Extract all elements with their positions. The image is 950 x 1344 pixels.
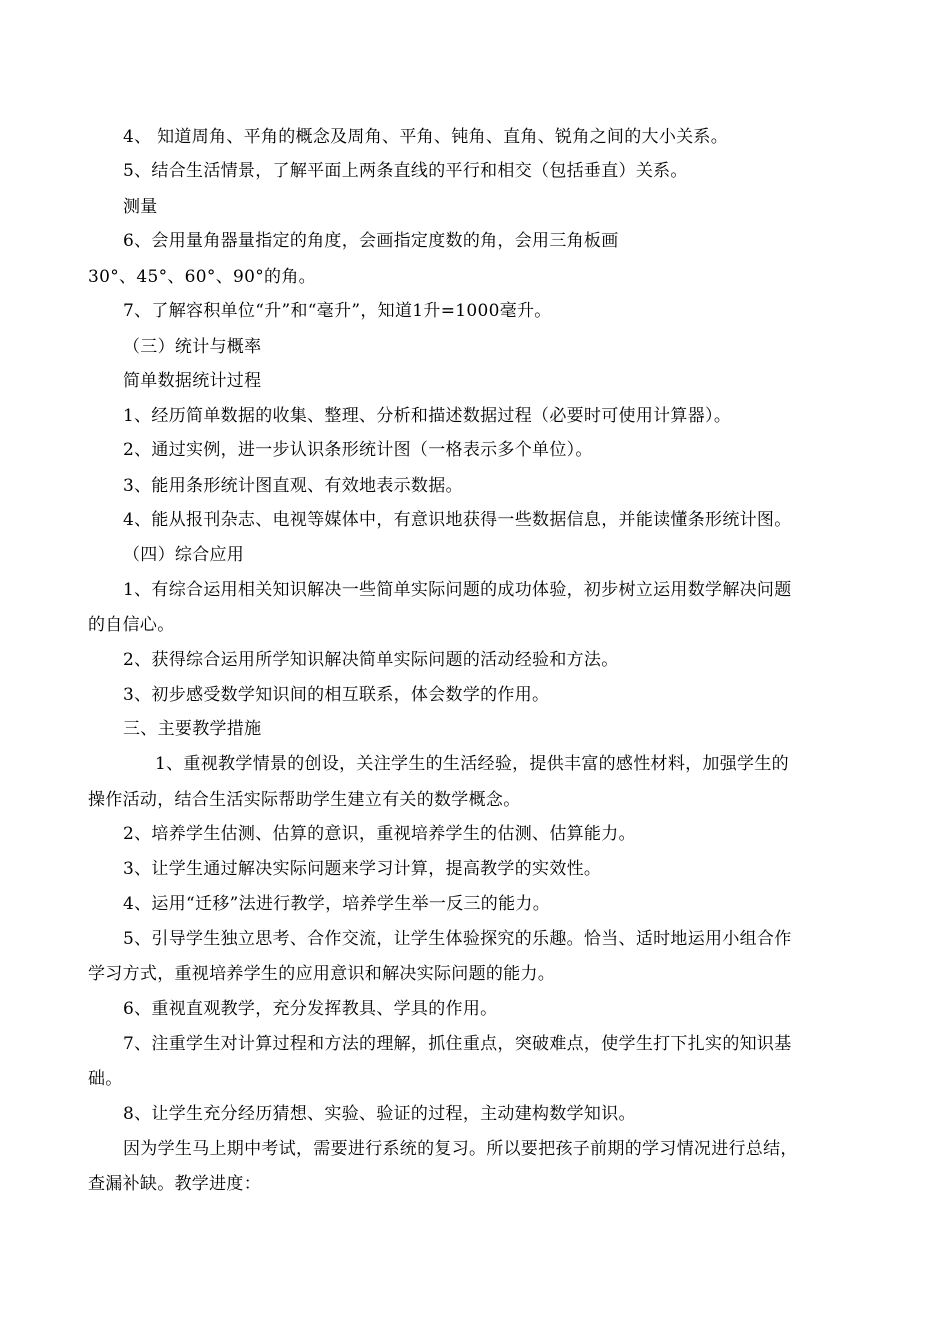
text-line: 2、通过实例，进一步认识条形统计图（一格表示多个单位）。 xyxy=(123,440,593,460)
text-line: 6、重视直观教学，充分发挥教具、学具的作用。 xyxy=(123,999,498,1019)
section-heading: （三）统计与概率 xyxy=(123,337,262,357)
text-line: 7、了解容积单位“升”和“毫升”，知道1升=1000毫升。 xyxy=(123,301,552,321)
text-line: 1、重视教学情景的创设，关注学生的生活经验，提供丰富的感性材料，加强学生的 xyxy=(155,754,789,774)
text-line: 础。 xyxy=(88,1069,123,1089)
section-heading: 三、主要教学措施 xyxy=(123,719,262,739)
text-line: 30°、45°、60°、90°的角。 xyxy=(88,267,316,287)
text-line: 8、让学生充分经历猜想、实验、验证的过程，主动建构数学知识。 xyxy=(123,1104,636,1124)
text-line: 2、培养学生估测、估算的意识，重视培养学生的估测、估算能力。 xyxy=(123,824,636,844)
text-line: 3、能用条形统计图直观、有效地表示数据。 xyxy=(123,476,463,496)
text-line: 3、初步感受数学知识间的相互联系，体会数学的作用。 xyxy=(123,685,550,705)
text-line: 1、经历简单数据的收集、整理、分析和描述数据过程（必要时可使用计算器）。 xyxy=(123,406,732,426)
text-line: 5、结合生活情景，了解平面上两条直线的平行和相交（包括垂直）关系。 xyxy=(123,161,688,181)
text-line: 4、能从报刊杂志、电视等媒体中，有意识地获得一些数据信息，并能读懂条形统计图。 xyxy=(123,510,792,530)
text-line: 操作活动，结合生活实际帮助学生建立有关的数学概念。 xyxy=(88,790,521,810)
text-line: 学习方式，重视培养学生的应用意识和解决实际问题的能力。 xyxy=(88,964,556,984)
text-line: 6、会用量角器量指定的角度，会画指定度数的角，会用三角板画 xyxy=(123,231,619,251)
text-line: 的自信心。 xyxy=(88,615,175,635)
text-line: 查漏补缺。教学进度： xyxy=(88,1174,261,1194)
text-line: 7、注重学生对计算过程和方法的理解，抓住重点，突破难点，使学生打下扎实的知识基 xyxy=(123,1034,792,1054)
text-line: 4、 知道周角、平角的概念及周角、平角、钝角、直角、锐角之间的大小关系。 xyxy=(123,127,729,147)
text-line: 1、有综合运用相关知识解决一些简单实际问题的成功体验，初步树立运用数学解决问题 xyxy=(123,580,792,600)
subsection-heading: 简单数据统计过程 xyxy=(123,371,262,391)
text-line: 4、运用“迁移”法进行教学，培养学生举一反三的能力。 xyxy=(123,894,550,914)
text-line: 2、获得综合运用所学知识解决简单实际问题的活动经验和方法。 xyxy=(123,650,619,670)
section-heading: （四）综合应用 xyxy=(123,545,245,565)
text-line: 3、让学生通过解决实际问题来学习计算，提高教学的实效性。 xyxy=(123,859,602,879)
text-line: 测量 xyxy=(123,197,158,217)
text-line: 5、引导学生独立思考、合作交流，让学生体验探究的乐趣。恰当、适时地运用小组合作 xyxy=(123,929,792,949)
text-line: 因为学生马上期中考试，需要进行系统的复习。所以要把孩子前期的学习情况进行总结， xyxy=(123,1139,798,1159)
